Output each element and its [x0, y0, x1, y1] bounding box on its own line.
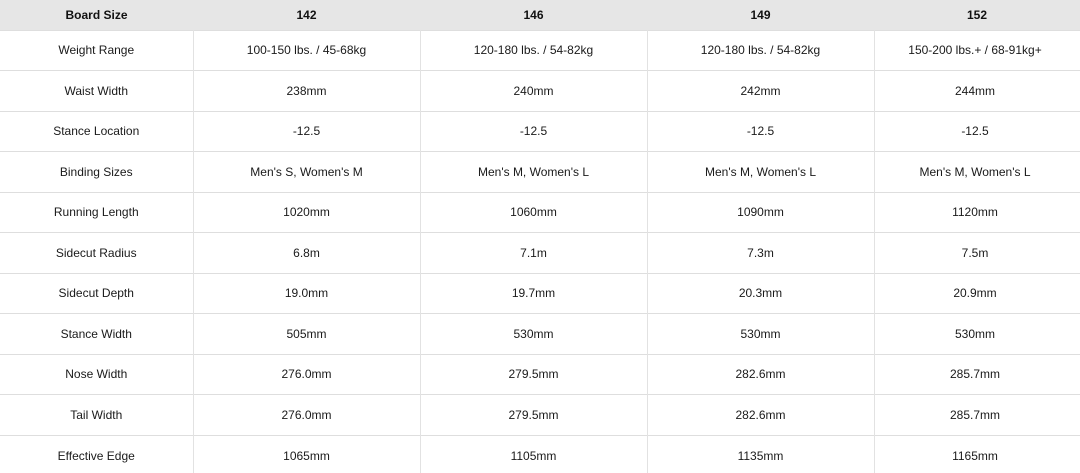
table-cell: 530mm — [420, 314, 647, 355]
table-cell-text: 20.9mm — [953, 286, 997, 301]
table-row — [0, 314, 1080, 355]
row-label: Running Length — [53, 205, 139, 220]
table-cell: 238mm — [193, 71, 420, 112]
table-cell-text: 7.5m — [961, 245, 989, 260]
table-cell: 7.3m — [647, 233, 874, 274]
table-cell: 530mm — [647, 314, 874, 355]
header-size-152: 152 — [966, 7, 988, 22]
table-cell-text: 1120mm — [952, 205, 998, 220]
table-row — [0, 354, 1080, 395]
table-cell — [874, 435, 1080, 473]
table-cell: 276.0mm — [193, 395, 420, 436]
table-cell: 19.0mm — [193, 273, 420, 314]
table-cell — [874, 354, 1080, 395]
header-size-146: 146 — [523, 7, 544, 22]
table-row — [0, 111, 1080, 152]
table-cell: 279.5mm — [420, 354, 647, 395]
table-cell: 505mm — [193, 314, 420, 355]
table-row — [0, 152, 1080, 193]
table-cell — [874, 192, 1080, 233]
table-cell — [874, 395, 1080, 436]
table-cell: 19.7mm — [420, 273, 647, 314]
table-row — [0, 273, 1080, 314]
table-cell: -12.5 — [420, 111, 647, 152]
row-label: Sidecut Radius — [55, 245, 137, 260]
row-label: Effective Edge — [57, 448, 135, 463]
table-row — [0, 435, 1080, 473]
row-label: Stance Width — [60, 326, 132, 341]
table-cell: Men's S, Women's M — [193, 152, 420, 193]
table-cell: 7.1m — [420, 233, 647, 274]
table-cell: 6.8m — [193, 233, 420, 274]
table-cell: 282.6mm — [647, 395, 874, 436]
table-cell: 120-180 lbs. / 54-82kg — [647, 30, 874, 71]
table-cell-text: 530mm — [954, 326, 995, 341]
table-cell — [874, 30, 1080, 71]
table-cell-text: 285.7mm — [949, 367, 1001, 382]
table-cell: Men's M, Women's L — [420, 152, 647, 193]
row-label: Stance Location — [53, 124, 140, 139]
table-cell: -12.5 — [193, 111, 420, 152]
table-cell — [874, 233, 1080, 274]
header-size-149: 149 — [750, 7, 771, 22]
table-cell: 1135mm — [647, 435, 874, 473]
table-row — [0, 192, 1080, 233]
table-cell: 240mm — [420, 71, 647, 112]
row-label: Binding Sizes — [59, 164, 133, 179]
row-label: Nose Width — [65, 367, 128, 382]
table-cell: 276.0mm — [193, 354, 420, 395]
table-cell — [874, 111, 1080, 152]
table-cell: 1105mm — [420, 435, 647, 473]
table-cell: 279.5mm — [420, 395, 647, 436]
table-row — [0, 71, 1080, 112]
header-size-142: 142 — [296, 7, 317, 22]
table-cell: 1020mm — [193, 192, 420, 233]
table-cell-text: -12.5 — [961, 124, 989, 139]
table-row — [0, 233, 1080, 274]
table-cell: 100-150 lbs. / 45-68kg — [193, 30, 420, 71]
header-row — [0, 0, 1080, 30]
table-cell: 1090mm — [647, 192, 874, 233]
specs-table-body — [0, 30, 1080, 473]
table-cell — [874, 152, 1080, 193]
table-cell-text: 150-200 lbs.+ / 68-91kg+ — [908, 43, 1042, 58]
table-cell: 282.6mm — [647, 354, 874, 395]
table-row — [0, 395, 1080, 436]
row-label: Sidecut Depth — [58, 286, 134, 301]
table-cell-text: 1165mm — [952, 448, 998, 463]
table-cell-text: 244mm — [954, 83, 995, 98]
table-cell-text: 285.7mm — [949, 407, 1001, 422]
row-label: Tail Width — [70, 407, 123, 422]
specs-table-header — [0, 0, 1080, 30]
row-label: Waist Width — [64, 83, 129, 98]
table-cell: 120-180 lbs. / 54-82kg — [420, 30, 647, 71]
table-row — [0, 30, 1080, 71]
table-cell-text: Men's M, Women's L — [919, 164, 1031, 179]
table-cell — [874, 273, 1080, 314]
table-cell — [874, 71, 1080, 112]
table-cell: 1065mm — [193, 435, 420, 473]
table-cell: 242mm — [647, 71, 874, 112]
table-cell: 20.3mm — [647, 273, 874, 314]
table-cell: Men's M, Women's L — [647, 152, 874, 193]
header-board-size: Board Size — [65, 7, 128, 22]
table-cell — [874, 314, 1080, 355]
table-cell: -12.5 — [647, 111, 874, 152]
table-cell: 1060mm — [420, 192, 647, 233]
row-label: Weight Range — [58, 43, 135, 58]
